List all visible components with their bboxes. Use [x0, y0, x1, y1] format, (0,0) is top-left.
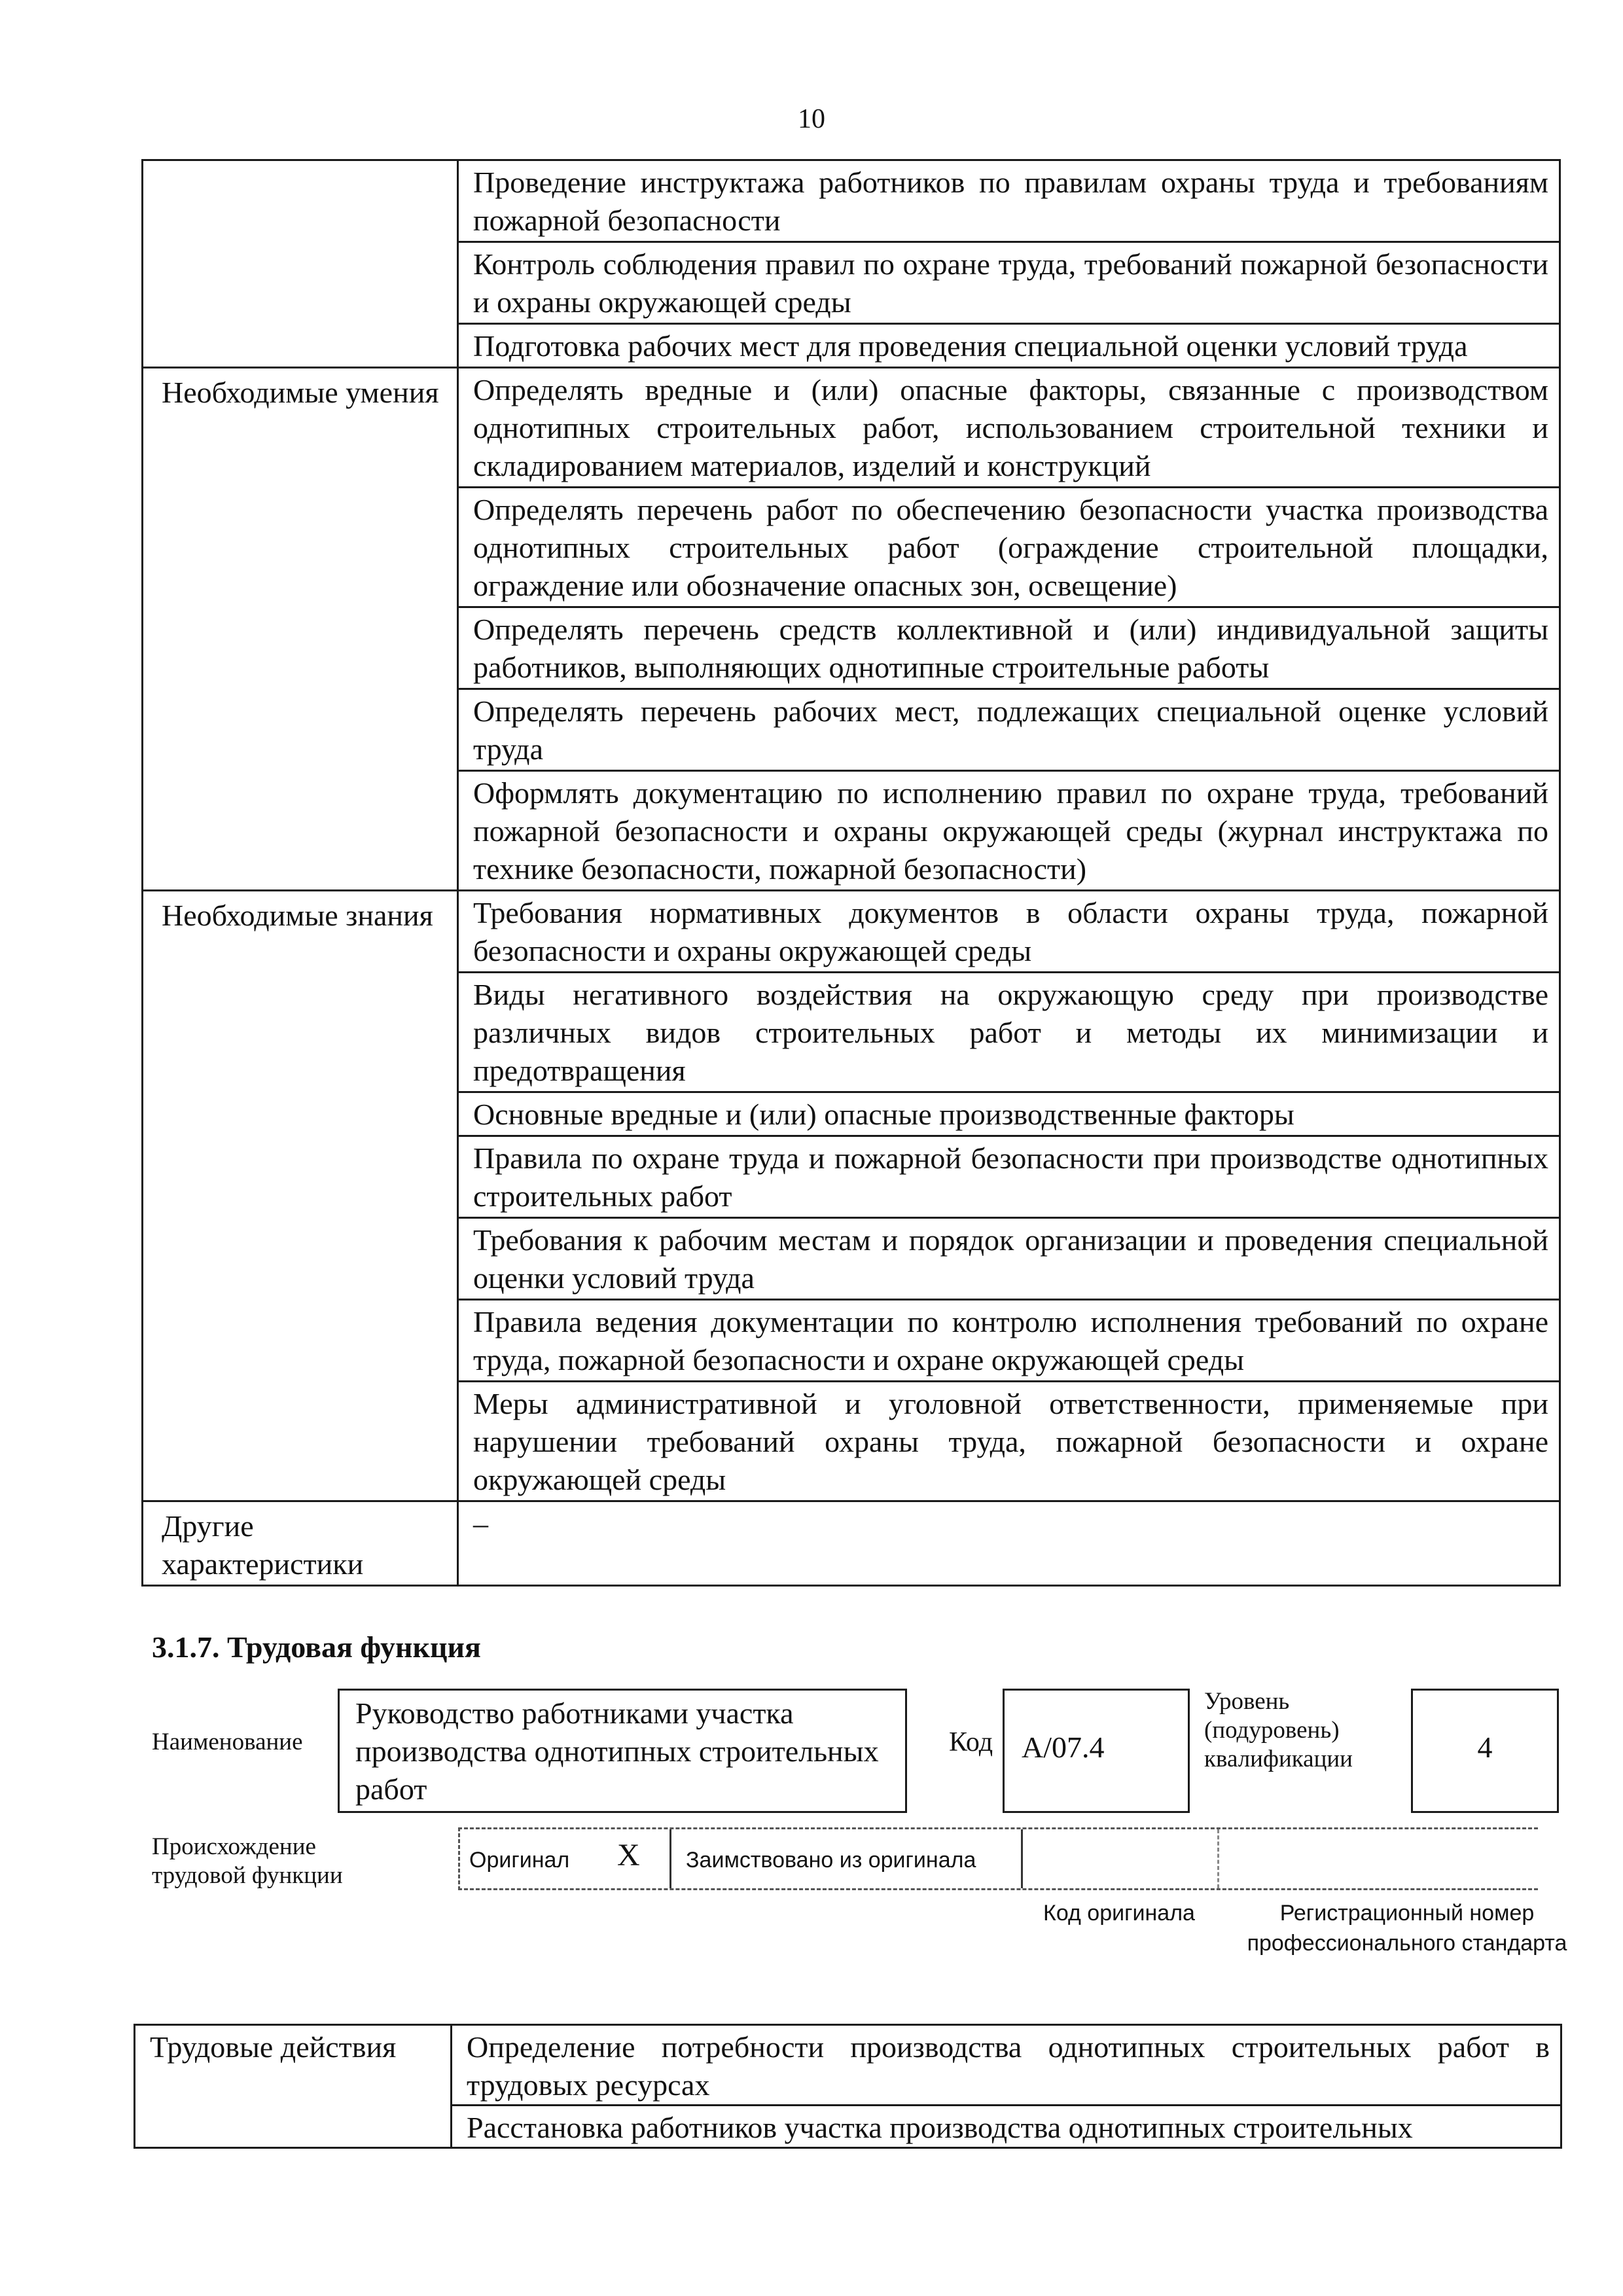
- table-row: [143, 368, 1560, 488]
- page-number: 10: [798, 104, 825, 134]
- other-value: –: [458, 1501, 1560, 1586]
- code-label: Код: [949, 1727, 993, 1757]
- registration-number-caption: Регистрационный номер профессионального стандарта: [1247, 1901, 1567, 1956]
- function-name-box: Руководство работниками участка производства однотипных строительных работ: [338, 1689, 907, 1813]
- list-item: Определять перечень рабочих мест, подлежащих специальной оценке условий труда: [458, 689, 1560, 771]
- list-item: Правила ведения документации по контролю исполнения требований по охране труда, пожарной безопасности и охране окружающей среды: [458, 1300, 1560, 1382]
- borrowed-cell: Заимствовано из оригинала: [669, 1829, 1023, 1888]
- original-code-cell: [1023, 1829, 1219, 1888]
- competency-table: [141, 159, 1561, 1587]
- original-code-caption: Код оригинала: [1043, 1901, 1195, 1926]
- table-row: [143, 160, 1560, 242]
- origin-label: Происхождение трудовой функции: [152, 1833, 343, 1889]
- list-item: Виды негативного воздействия на окружающую среду при производстве различных видов строительных работ и методы их минимизации и предотвращения: [458, 973, 1560, 1092]
- original-label: Оригинал: [469, 1848, 570, 1873]
- knowledge-label: Необходимые знания: [143, 891, 458, 1501]
- table-row: [143, 1501, 1560, 1586]
- table-row: [143, 891, 1560, 973]
- list-item: Правила по охране труда и пожарной безопасности при производстве однотипных строительных работ: [458, 1136, 1560, 1218]
- name-label: Наименование: [152, 1729, 303, 1755]
- actions-label: Трудовые действия: [135, 2025, 452, 2148]
- section-heading: 3.1.7. Трудовая функция: [152, 1630, 481, 1664]
- level-label: Уровень (подуровень) квалификации: [1204, 1688, 1353, 1772]
- list-item: Требования к рабочим местам и порядок организации и проведения специальной оценки условий труда: [458, 1218, 1560, 1300]
- list-item: Определение потребности производства однотипных строительных работ в трудовых ресурсах: [452, 2025, 1561, 2106]
- skills-label: Необходимые умения: [143, 368, 458, 891]
- actions-table: [134, 2024, 1562, 2149]
- list-item: Расстановка работников участка производства однотипных строительных: [452, 2106, 1561, 2148]
- list-item: Оформлять документацию по исполнению правил по охране труда, требований пожарной безопасности и охраны окружающей среды (журнал инструктажа по технике безопасности, пожарной безопасности): [458, 771, 1560, 891]
- origin-table: [458, 1827, 1538, 1890]
- list-item: Подготовка рабочих мест для проведения специальной оценки условий труда: [458, 324, 1560, 368]
- list-item: Контроль соблюдения правил по охране труда, требований пожарной безопасности и охраны окружающей среды: [458, 242, 1560, 324]
- original-mark: X: [617, 1838, 640, 1873]
- original-cell: [460, 1829, 669, 1888]
- list-item: Основные вредные и (или) опасные производственные факторы: [458, 1092, 1560, 1136]
- empty-label-cell: [143, 160, 458, 368]
- list-item: Определять перечень средств коллективной и (или) индивидуальной защиты работников, выполняющих однотипные строительные работы: [458, 607, 1560, 689]
- list-item: Меры административной и уголовной ответственности, применяемые при нарушении требований охраны труда, пожарной безопасности и охране окружающей среды: [458, 1382, 1560, 1501]
- list-item: Проведение инструктажа работников по правилам охраны труда и требованиям пожарной безопасности: [458, 160, 1560, 242]
- list-item: Требования нормативных документов в области охраны труда, пожарной безопасности и охраны окружающей среды: [458, 891, 1560, 973]
- level-box: 4: [1411, 1689, 1559, 1813]
- list-item: Определять вредные и (или) опасные факторы, связанные с производством однотипных строительных работ, использованием строительной техники и складированием материалов, изделий и конструкций: [458, 368, 1560, 488]
- function-code-box: А/07.4: [1003, 1689, 1190, 1813]
- list-item: Определять перечень работ по обеспечению безопасности участка производства однотипных строительных работ (ограждение строительной площадки, ограждение или обозначение опасных зон, освещение): [458, 488, 1560, 607]
- table-row: [135, 2025, 1561, 2106]
- other-label: Другие характеристики: [143, 1501, 458, 1586]
